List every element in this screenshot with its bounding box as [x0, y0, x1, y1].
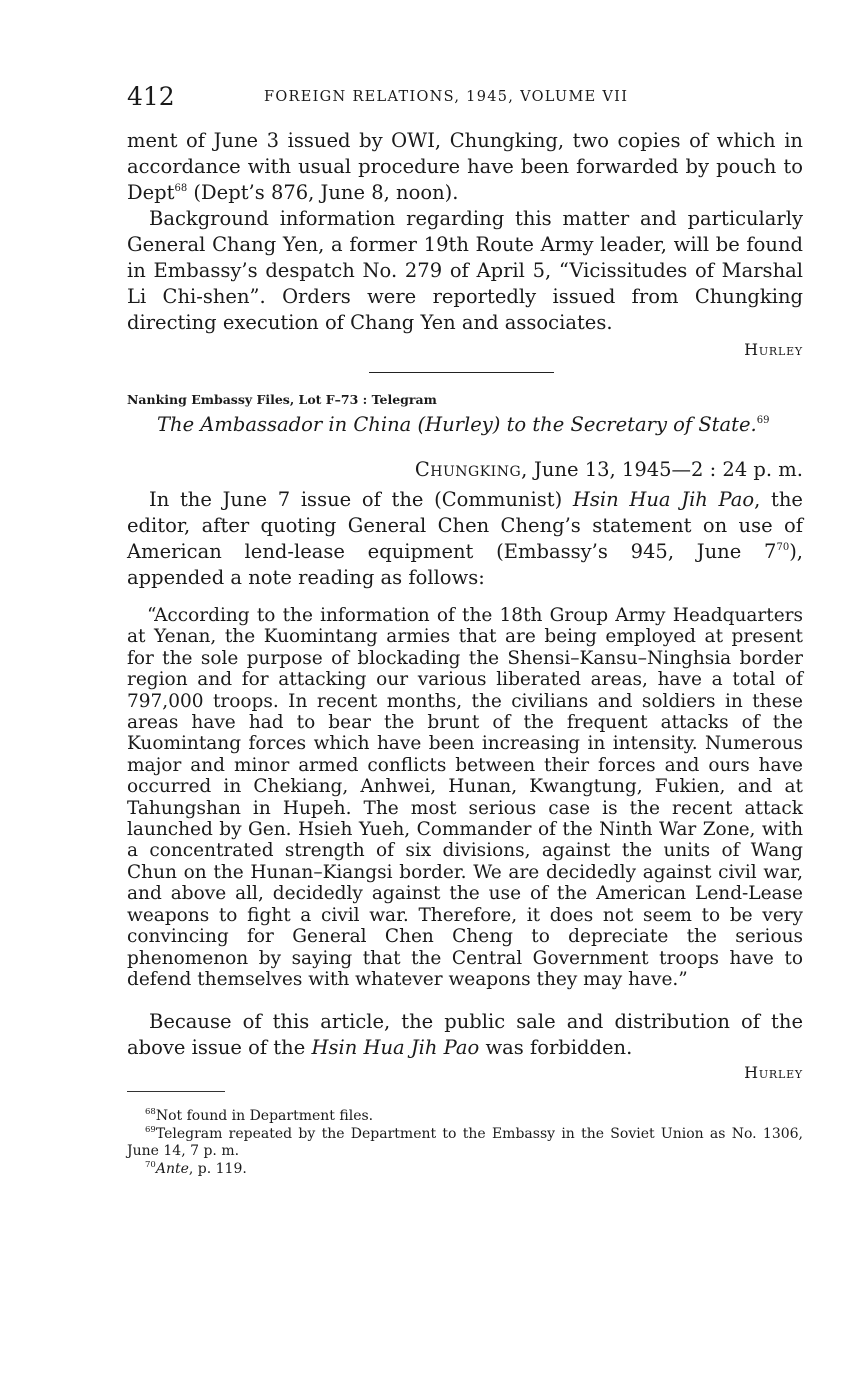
footnotes — [127, 1108, 803, 1178]
telegram-intro — [127, 487, 803, 591]
footnote-ref: 68 — [174, 183, 188, 194]
footnote: $^{68}$Not found in Department files. — [145, 1107, 374, 1124]
footnote: $^{69}$Telegram repeated by the Department to the Embassy in the Soviet Union as No. 1306, June 14, 7 p. m. — [127, 1124, 803, 1159]
running-title: FOREIGN RELATIONS, 1945, VOLUME VII — [264, 89, 629, 105]
running-header — [127, 80, 803, 114]
footnote-ref: 70 — [776, 542, 790, 553]
signature: Hurley — [744, 340, 803, 359]
paragraph: ment of June 3 issued by OWI, Chungking, two copies of which in accordance with usual procedure have been forwarded by pouch to Dept$^{68}$ (Dept’s 876, June 8, noon). — [127, 129, 803, 204]
telegram-closing — [127, 1009, 803, 1061]
block-quote — [127, 605, 803, 990]
dateline: Chungking, June 13, 1945—2 : 24 p. m. — [414, 458, 803, 481]
paragraph: Background information regarding this matter and particularly General Chang Yen, a former 19th Route Army leader, will be found in Embassy’s despatch No. 279 of April 5, “Vicissitudes of Marshal Li Chi-shen”. Orders were reportedly issued from Chungking directing execution of Chang Yen and associates. — [127, 207, 803, 334]
quote-paragraph: “According to the information of the 18th Group Army Headquarters at Yenan, the Kuomintang armies that are being employed at present for the sole purpose of blockading the Shensi–Kansu–Ninghsia border region and for attacking our various liberated areas, have a total of 797,000 troops. In recent months, the civilians and soldiers in these areas have had to bear the brunt of the frequent attacks of the Kuomintang forces which have been increasing in intensity. Numerous major and minor armed conflicts between their forces and ours have occurred in Chekiang, Anhwei, Hunan, Kwangtung, Fukien, and at Tahungshan in Hupeh. The most serious case is the recent attack launched by Gen. Hsieh Yueh, Commander of the Ninth War Zone, with a concentrated strength of six divisions, against the units of Wang Chun on the Hunan–Kiangsi border. We are decidedly against civil war, and above all, decidedly against the use of the American Lend-Lease weapons to fight a civil war. Therefore, it does not seem to be very convincing for General Chen Cheng to depreciate the serious phenomenon by saying that the Central Government troops have to defend themselves with whatever weapons they may have.” — [127, 605, 803, 990]
page-number: 412 — [127, 82, 175, 111]
previous-document-text — [127, 128, 803, 336]
paragraph: In the June 7 issue of the (Communist) Hsin Hua Jih Pao, the editor, after quoting General Chen Cheng’s statement on use of American lend-lease equipment (Embassy’s 945, June $7^{70}$), appended a note reading as follows: — [127, 488, 803, 589]
footnote-ref: 69 — [756, 415, 770, 426]
document-source: Nanking Embassy Files, Lot F–73 : Telegram — [127, 392, 437, 407]
paragraph: Because of this article, the public sale and distribution of the above issue of the Hsin Hua Jih Pao was forbidden. — [127, 1010, 803, 1059]
signature: Hurley — [744, 1063, 803, 1082]
footnote-rule — [127, 1091, 225, 1092]
footnote: $^{70}$Ante, p. 119. — [145, 1159, 247, 1177]
section-divider — [369, 372, 554, 373]
document-title: The Ambassador in China (Hurley) to the Secretary of State.$^{69}$ — [157, 413, 770, 436]
